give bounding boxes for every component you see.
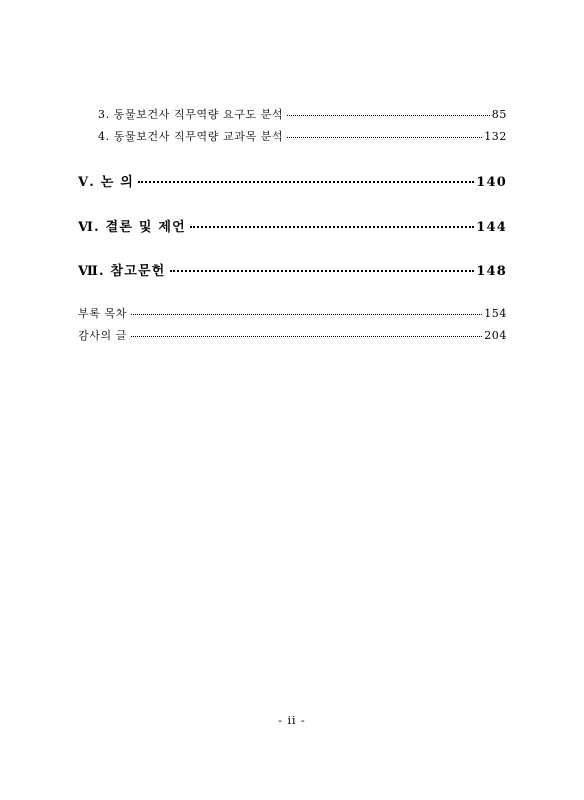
toc-chapter-page: 140	[476, 175, 507, 190]
toc-chapter-label: Ⅶ. 참고문헌	[78, 264, 166, 279]
toc-entry-label: 3. 동물보건사 직무역량 요구도 분석	[98, 108, 284, 121]
toc-entry-page: 85	[491, 108, 507, 121]
toc-chapter	[78, 260, 507, 279]
dot-leader	[287, 107, 490, 118]
toc-chapter-label: Ⅵ. 결론 및 제언	[78, 220, 186, 235]
toc-entry	[78, 305, 507, 321]
toc-entry-label: 감사의 글	[78, 329, 128, 342]
toc-entry	[98, 128, 507, 144]
toc-chapter	[78, 171, 507, 190]
toc-entry	[78, 327, 507, 343]
dot-leader	[131, 306, 482, 317]
toc-chapter	[78, 216, 507, 235]
toc-entry-label: 4. 동물보건사 직무역량 교과목 분석	[98, 130, 284, 143]
dot-leader	[287, 129, 482, 140]
toc-entry-page: 132	[484, 130, 507, 143]
toc-chapter-page: 144	[476, 220, 507, 235]
dot-leader	[170, 262, 475, 275]
dot-leader	[138, 173, 474, 186]
toc-chapter-label: Ⅴ. 논 의	[78, 175, 134, 190]
toc-entry-page: 154	[484, 307, 507, 320]
toc-entry	[98, 106, 507, 122]
dot-leader	[190, 218, 474, 231]
toc-entry-label: 부록 목차	[78, 307, 128, 320]
dot-leader	[131, 328, 482, 339]
toc-entry-page: 204	[484, 329, 507, 342]
page-number: - ii -	[278, 714, 306, 727]
toc-chapter-page: 148	[476, 264, 507, 279]
